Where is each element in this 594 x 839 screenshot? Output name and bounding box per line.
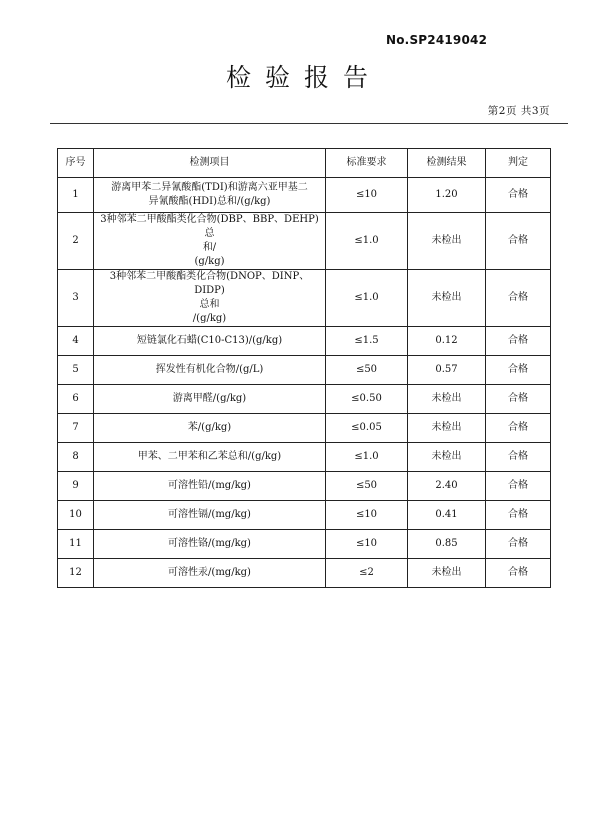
cell-standard: ≤10 — [326, 530, 408, 559]
table-row — [58, 443, 551, 472]
cell-judgement: 合格 — [486, 356, 551, 385]
cell-item-line: 苯/(g/kg) — [187, 422, 232, 433]
report-number: No.SP2419042 — [386, 33, 488, 47]
cell-judgement: 合格 — [486, 178, 551, 213]
cell-item — [94, 443, 326, 472]
cell-standard: ≤10 — [326, 501, 408, 530]
table-row — [58, 385, 551, 414]
header-divider — [50, 123, 568, 124]
cell-standard: ≤1.5 — [326, 327, 408, 356]
table-header-row — [58, 149, 551, 178]
cell-item-line: 可溶性镉/(mg/kg) — [168, 509, 251, 520]
cell-judgement: 合格 — [486, 530, 551, 559]
cell-result: 未检出 — [408, 414, 486, 443]
cell-item — [94, 385, 326, 414]
cell-item-line: 短链氯化石蜡(C10-C13)/(g/kg) — [136, 335, 283, 346]
cell-item-line: 甲苯、二甲苯和乙苯总和/(g/kg) — [137, 451, 282, 462]
cell-item-line: 和/ — [202, 242, 217, 253]
cell-item-line: 挥发性有机化合物/(g/L) — [155, 364, 264, 375]
cell-judgement: 合格 — [486, 327, 551, 356]
cell-no: 12 — [58, 559, 94, 588]
cell-judgement: 合格 — [486, 213, 551, 270]
table-row — [58, 270, 551, 327]
column-header-item: 检测项目 — [94, 149, 326, 178]
cell-result: 未检出 — [408, 213, 486, 270]
cell-item — [94, 414, 326, 443]
cell-standard: ≤0.05 — [326, 414, 408, 443]
column-header-standard: 标准要求 — [326, 149, 408, 178]
table-row — [58, 530, 551, 559]
table-row — [58, 501, 551, 530]
cell-item — [94, 327, 326, 356]
cell-result: 1.20 — [408, 178, 486, 213]
cell-item-line: 异氰酸酯(HDI)总和/(g/kg) — [148, 196, 271, 207]
column-header-result: 检测结果 — [408, 149, 486, 178]
cell-result: 2.40 — [408, 472, 486, 501]
cell-judgement: 合格 — [486, 414, 551, 443]
cell-item-line: 3种邻苯二甲酸酯类化合物(DNOP、DINP、DIDP) — [109, 271, 310, 296]
cell-no: 5 — [58, 356, 94, 385]
cell-standard: ≤1.0 — [326, 443, 408, 472]
cell-no: 1 — [58, 178, 94, 213]
cell-item-line: 3种邻苯二甲酸酯类化合物(DBP、BBP、DEHP)总 — [100, 214, 319, 239]
cell-no: 3 — [58, 270, 94, 327]
cell-no: 4 — [58, 327, 94, 356]
table-row — [58, 356, 551, 385]
cell-item — [94, 472, 326, 501]
cell-judgement: 合格 — [486, 443, 551, 472]
cell-item — [94, 530, 326, 559]
table-row — [58, 178, 551, 213]
cell-item — [94, 178, 326, 213]
cell-standard: ≤50 — [326, 356, 408, 385]
table-row — [58, 213, 551, 270]
cell-standard: ≤1.0 — [326, 270, 408, 327]
cell-item-line: 可溶性铬/(mg/kg) — [168, 538, 251, 549]
cell-standard: ≤10 — [326, 178, 408, 213]
cell-result: 0.12 — [408, 327, 486, 356]
cell-result: 未检出 — [408, 270, 486, 327]
cell-result: 未检出 — [408, 559, 486, 588]
cell-judgement: 合格 — [486, 385, 551, 414]
cell-no: 6 — [58, 385, 94, 414]
cell-judgement: 合格 — [486, 472, 551, 501]
cell-item — [94, 270, 326, 327]
page-indicator: 第2页 共3页 — [487, 105, 550, 117]
cell-result: 未检出 — [408, 385, 486, 414]
cell-no: 11 — [58, 530, 94, 559]
cell-item-line: 可溶性汞/(mg/kg) — [168, 567, 251, 578]
cell-item-line: 总和 — [199, 299, 220, 310]
cell-standard: ≤50 — [326, 472, 408, 501]
column-header-judgement: 判定 — [486, 149, 551, 178]
table-row — [58, 414, 551, 443]
cell-item-line: (g/kg) — [194, 256, 225, 267]
cell-item-line: 可溶性铅/(mg/kg) — [168, 480, 251, 491]
cell-item — [94, 356, 326, 385]
cell-item — [94, 501, 326, 530]
cell-item — [94, 213, 326, 270]
inspection-results-table — [57, 148, 551, 588]
cell-standard: ≤0.50 — [326, 385, 408, 414]
cell-item — [94, 559, 326, 588]
document-title: 检验报告 — [225, 63, 382, 92]
cell-standard: ≤1.0 — [326, 213, 408, 270]
cell-no: 8 — [58, 443, 94, 472]
column-header-no: 序号 — [58, 149, 94, 178]
cell-no: 2 — [58, 213, 94, 270]
table-body — [58, 178, 551, 588]
cell-standard: ≤2 — [326, 559, 408, 588]
table-row — [58, 327, 551, 356]
cell-no: 9 — [58, 472, 94, 501]
cell-item-line: 游离甲苯二异氰酸酯(TDI)和游离六亚甲基二 — [111, 182, 308, 193]
cell-no: 10 — [58, 501, 94, 530]
cell-result: 0.85 — [408, 530, 486, 559]
cell-result: 0.41 — [408, 501, 486, 530]
cell-result: 未检出 — [408, 443, 486, 472]
cell-item-line: /(g/kg) — [192, 313, 227, 324]
cell-result: 0.57 — [408, 356, 486, 385]
cell-judgement: 合格 — [486, 501, 551, 530]
cell-judgement: 合格 — [486, 559, 551, 588]
cell-judgement: 合格 — [486, 270, 551, 327]
table-row — [58, 472, 551, 501]
cell-no: 7 — [58, 414, 94, 443]
table-row — [58, 559, 551, 588]
cell-item-line: 游离甲醛/(g/kg) — [172, 393, 247, 404]
